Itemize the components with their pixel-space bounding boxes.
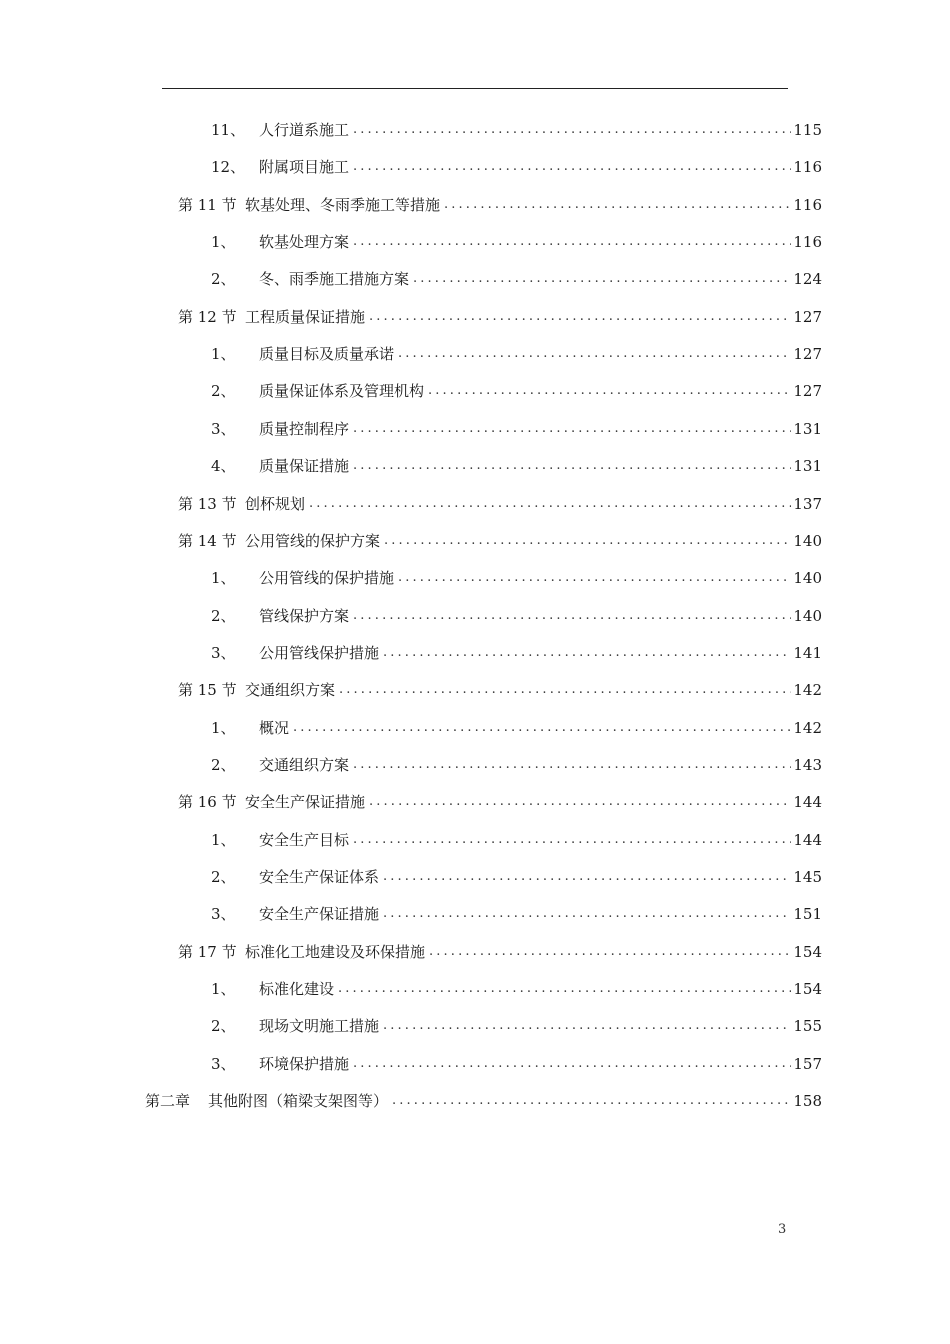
toc-dot-leader (444, 193, 791, 217)
toc-entry[interactable] (211, 155, 822, 179)
toc-dot-leader (353, 454, 791, 478)
toc-entry-title: 质量保证体系及管理机构 (259, 382, 425, 401)
toc-entry[interactable] (178, 305, 822, 329)
toc-entry-number: 3、 (211, 1054, 236, 1073)
toc-entry[interactable] (211, 267, 822, 291)
toc-entry-number: 1、 (211, 345, 236, 364)
toc-entry[interactable] (211, 641, 822, 665)
toc-entry-number: 2、 (211, 382, 236, 401)
toc-dot-leader (392, 1089, 791, 1113)
toc-entry-number: 2、 (211, 755, 236, 774)
toc-entry-title: 交通组织方案 (245, 681, 336, 700)
toc-entry-title: 公用管线保护措施 (259, 643, 380, 662)
toc-entry[interactable] (211, 1014, 822, 1038)
toc-entry-title: 软基处理方案 (259, 233, 350, 252)
toc-entry-number: 2、 (211, 868, 236, 886)
toc-entry-title: 现场文明施工措施 (259, 1017, 380, 1036)
toc-entry-number: 第 11 节 (178, 195, 237, 214)
toc-dot-leader (353, 417, 791, 441)
toc-entry-title: 质量保证措施 (259, 457, 350, 476)
toc-entry[interactable] (178, 492, 822, 516)
toc-dot-leader (353, 230, 791, 254)
toc-entry-title: 安全生产保证措施 (259, 905, 380, 924)
toc-dot-leader (383, 1014, 791, 1038)
toc-entry-title: 工程质量保证措施 (245, 307, 366, 326)
toc-dot-leader (398, 342, 791, 366)
toc-entry-title: 安全生产保证措施 (245, 793, 366, 812)
toc-entry[interactable] (178, 678, 822, 702)
toc-entry[interactable] (211, 454, 822, 478)
toc-entry[interactable] (178, 529, 822, 553)
toc-entry[interactable] (211, 902, 822, 926)
toc-entry-number: 第 13 节 (178, 494, 237, 513)
toc-dot-leader (353, 118, 791, 142)
toc-entry-page: 144 (793, 830, 822, 849)
toc-entry-page: 116 (793, 158, 822, 177)
toc-dot-leader (353, 604, 791, 628)
toc-entry-page: 124 (793, 270, 822, 289)
toc-dot-leader (429, 940, 791, 964)
toc-entry-page: 154 (793, 980, 822, 999)
toc-entry-number: 1、 (211, 980, 236, 999)
toc-entry[interactable] (178, 940, 822, 964)
toc-entry-title: 标准化建设 (259, 980, 335, 999)
toc-dot-leader (339, 678, 791, 702)
toc-entry-title: 标准化工地建设及环保措施 (245, 942, 426, 961)
toc-entry-page: 151 (793, 905, 822, 924)
toc-entry-number: 2、 (211, 606, 236, 625)
toc-entry-page: 157 (793, 1054, 822, 1073)
toc-entry[interactable] (211, 977, 822, 1001)
toc-entry-number: 1、 (211, 830, 236, 849)
toc-entry-number: 4、 (211, 457, 236, 476)
toc-entry-number: 2、 (211, 1017, 236, 1036)
toc-dot-leader (353, 828, 791, 852)
toc-entry[interactable] (211, 417, 822, 441)
toc-entry-number: 11、 (211, 121, 246, 139)
toc-entry-number: 1、 (211, 569, 236, 588)
toc-entry-number: 第 15 节 (178, 681, 237, 700)
toc-entry-title: 软基处理、冬雨季施工等措施 (245, 195, 441, 214)
toc-entry-number: 第 17 节 (178, 942, 237, 961)
toc-entry[interactable] (211, 118, 822, 142)
toc-dot-leader (338, 977, 791, 1001)
toc-dot-leader (309, 492, 791, 516)
toc-entry-page: 143 (793, 755, 822, 774)
toc-entry-title: 质量控制程序 (259, 419, 350, 438)
toc-entry-number: 12、 (211, 158, 246, 177)
toc-entry[interactable] (211, 566, 822, 590)
toc-entry-title: 管线保护方案 (259, 606, 350, 625)
toc-entry[interactable] (211, 753, 822, 777)
toc-entry-title: 人行道系施工 (259, 121, 350, 139)
toc-entry[interactable] (211, 716, 822, 740)
toc-entry-number: 3、 (211, 905, 236, 924)
toc-entry-page: 131 (793, 457, 822, 476)
toc-entry-title: 交通组织方案 (259, 755, 350, 774)
toc-entry-title: 创杯规划 (245, 494, 306, 513)
toc-entry-page: 131 (793, 419, 822, 438)
toc-entry-title: 概况 (259, 718, 290, 737)
toc-entry[interactable] (145, 1089, 822, 1113)
toc-entry-title: 安全生产目标 (259, 830, 350, 849)
toc-entry-page: 141 (793, 643, 822, 662)
page-number: 3 (778, 1222, 787, 1237)
toc-entry-number: 1、 (211, 718, 236, 737)
toc-entry-page: 144 (793, 793, 822, 812)
toc-entry-page: 140 (793, 569, 822, 588)
toc-entry-page: 158 (793, 1092, 822, 1111)
toc-entry[interactable] (211, 1052, 822, 1076)
toc-entry-page: 116 (793, 195, 822, 214)
toc-entry[interactable] (211, 379, 822, 403)
toc-dot-leader (369, 305, 791, 329)
toc-entry-number: 第 16 节 (178, 793, 237, 812)
toc-entry-page: 154 (793, 942, 822, 961)
toc-entry-page: 116 (793, 233, 822, 252)
toc-entry[interactable] (178, 193, 822, 217)
header-rule (162, 88, 788, 89)
toc-entry-title: 安全生产保证体系 (259, 868, 380, 886)
toc-entry-title: 附属项目施工 (259, 158, 350, 177)
toc-entry[interactable] (211, 230, 822, 254)
toc-dot-leader (353, 1052, 791, 1076)
toc-entry-page: 140 (793, 606, 822, 625)
toc-entry-page: 127 (793, 382, 822, 401)
toc-entry-number: 第二章 (145, 1092, 191, 1111)
toc-entry-title: 公用管线的保护方案 (245, 531, 381, 550)
toc-entry-page: 127 (793, 307, 822, 326)
toc-entry[interactable] (211, 604, 822, 628)
toc-entry-number: 1、 (211, 233, 236, 252)
toc-dot-leader (353, 753, 791, 777)
toc-entry-page: 142 (793, 718, 822, 737)
toc-entry-title: 其他附图（箱梁支架图等） (208, 1092, 389, 1111)
toc-dot-leader (353, 155, 791, 179)
toc-entry-title: 环境保护措施 (259, 1054, 350, 1073)
toc-dot-leader (384, 529, 791, 553)
toc-entry-title: 公用管线的保护措施 (259, 569, 395, 588)
toc-entry-title: 冬、雨季施工措施方案 (259, 270, 410, 289)
toc-entry[interactable] (211, 342, 822, 366)
toc-entry-number: 第 14 节 (178, 531, 237, 550)
toc-dot-leader (369, 790, 791, 814)
toc-entry-number: 3、 (211, 643, 236, 662)
toc-dot-leader (398, 566, 791, 590)
toc-entry-page: 115 (793, 121, 822, 139)
toc-entry-page: 127 (793, 345, 822, 364)
toc-entry-title: 质量目标及质量承诺 (259, 345, 395, 364)
toc-entry[interactable] (211, 828, 822, 852)
toc-dot-leader (383, 641, 791, 665)
toc-entry-page: 140 (793, 531, 822, 550)
toc-dot-leader (413, 267, 791, 291)
toc-dot-leader (383, 902, 791, 926)
toc-dot-leader (383, 865, 791, 889)
toc-entry-number: 2、 (211, 270, 236, 289)
toc-dot-leader (293, 716, 791, 740)
toc-entry[interactable] (211, 865, 822, 889)
toc-entry-number: 3、 (211, 419, 236, 438)
toc-entry-page: 142 (793, 681, 822, 700)
toc-entry-page: 137 (793, 494, 822, 513)
toc-dot-leader (428, 379, 791, 403)
toc-entry[interactable] (178, 790, 822, 814)
toc-entry-page: 145 (793, 868, 822, 886)
toc-entry-number: 第 12 节 (178, 307, 237, 326)
toc-entry-page: 155 (793, 1017, 822, 1036)
